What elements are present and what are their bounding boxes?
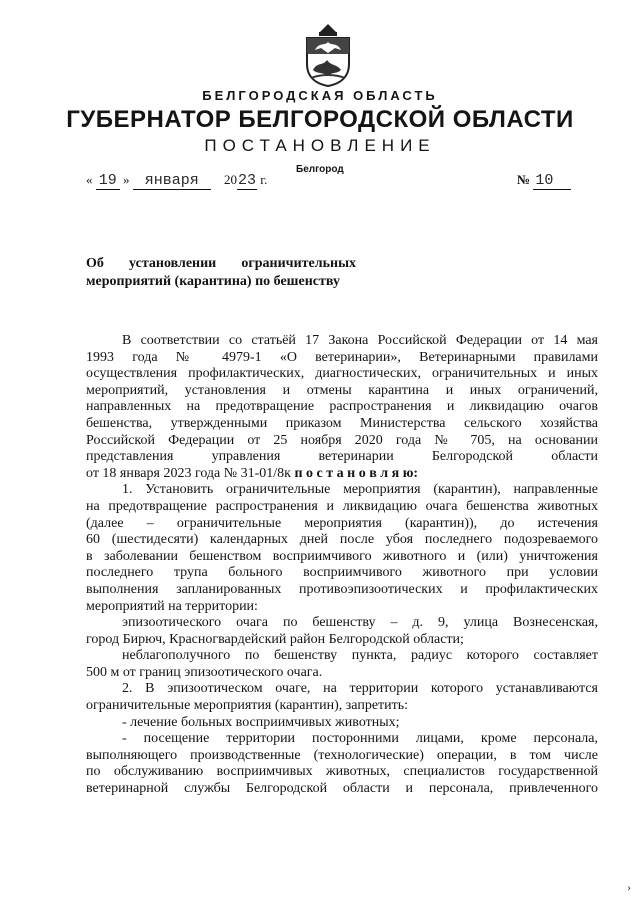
body-line: в заболевании бешенством восприимчивого животного и (или) уничтожения <box>86 548 598 564</box>
body-line: - посещение территории посторонними лицами, кроме персонала, <box>122 731 598 747</box>
document-type: ПОСТАНОВЛЕНИЕ <box>204 136 436 155</box>
body-line: 2. В эпизоотическом очаге, на территории которого устанавливаются <box>122 681 598 697</box>
subject-line-2: мероприятий (карантина) по бешенству <box>86 274 340 289</box>
body-line: мероприятий на территории: <box>86 598 258 614</box>
body-line: направленных на предотвращение распространения и ликвидацию очагов <box>86 399 598 415</box>
date-year-prefix: 20 <box>224 172 238 187</box>
region-heading: БЕЛГОРОДСКАЯ ОБЛАСТЬ <box>202 88 438 103</box>
body-line: город Бирюч, Красногвардейский район Белгородской области; <box>86 631 464 647</box>
page-mark: › <box>627 880 631 894</box>
decree-number <box>517 172 571 189</box>
governor-title: ГУБЕРНАТОР БЕЛГОРОДСКОЙ ОБЛАСТИ <box>66 106 574 133</box>
number-value: 10 <box>533 172 571 190</box>
date-year-mark: г. <box>260 172 268 187</box>
body-line: ограничительные мероприятия (карантин), запретить: <box>86 698 409 714</box>
body-line: по обслуживанию восприимчивых животных, специалистов государственной <box>86 764 598 780</box>
resolve-word: п о с т а н о в л я ю: <box>294 465 419 481</box>
body-line: неблагополучного по бешенству пункта, радиус которого составляет <box>122 648 598 664</box>
subject-line-1: Об установлении ограничительных <box>86 256 356 271</box>
body-line: последнего трупа больного восприимчивого животного при условии <box>86 565 598 581</box>
body-line: мероприятий, установления и отмены карантина и иных ограничений, <box>86 382 598 398</box>
date-year-suffix: 23 <box>238 172 257 189</box>
body-line: представления управления ветеринарии Белгородской области <box>86 449 598 465</box>
body-line: эпизоотического очага по бешенству – д. 9, улица Вознесенская, <box>122 615 598 631</box>
body-line: выполняющего производственные (технологические) операции, в том числе <box>86 747 598 763</box>
body-line: на предотвращение распространения и ликвидацию очага бешенства животных <box>86 498 598 514</box>
body-line: выполнения запланированных противоэпизоотических и профилактических <box>86 581 598 597</box>
date-open-quote: « <box>86 172 93 187</box>
decree-body <box>86 333 598 798</box>
body-line: 1993 года № 4979-1 «О ветеринарии», Ветеринарными правилами <box>86 349 598 365</box>
body-line: бешенства, утвержденными приказом Министерства сельского хозяйства <box>86 415 598 431</box>
body-line: ветеринарной службы Белгородской области и персонала, привлеченного <box>86 781 598 797</box>
coat-of-arms-emblem <box>301 20 355 88</box>
body-line: - лечение больных восприимчивых животных; <box>122 714 400 730</box>
decree-subject <box>86 255 356 291</box>
body-line: В соответствии со статьёй 17 Закона Российской Федерации от 14 мая <box>122 333 598 348</box>
body-line: 1. Установить ограничительные мероприятия (карантин), направленные <box>122 482 598 498</box>
body-line: 60 (шестидесяти) календарных дней после убоя последнего подозреваемого <box>86 532 598 548</box>
city-name: Белгород <box>296 164 344 175</box>
body-line-resolve <box>86 466 598 483</box>
body-line: осуществления профилактических, диагностических, ограничительных и иных <box>86 366 598 382</box>
body-line: 500 м от границ эпизоотического очага. <box>86 664 323 680</box>
date-day: 19 <box>96 172 120 190</box>
body-line: (далее – ограничительные мероприятия (карантин)), до истечения <box>86 515 598 531</box>
body-line: от 18 января 2023 года № 31-01/8к <box>86 465 291 481</box>
coat-of-arms-icon <box>301 20 355 88</box>
decree-date <box>86 172 267 189</box>
number-label: № <box>517 172 531 187</box>
body-line: Российской Федерации от 25 ноября 2020 года № 705, на основании <box>86 432 598 448</box>
date-close-quote: » <box>123 172 130 187</box>
date-month: января <box>133 172 211 190</box>
